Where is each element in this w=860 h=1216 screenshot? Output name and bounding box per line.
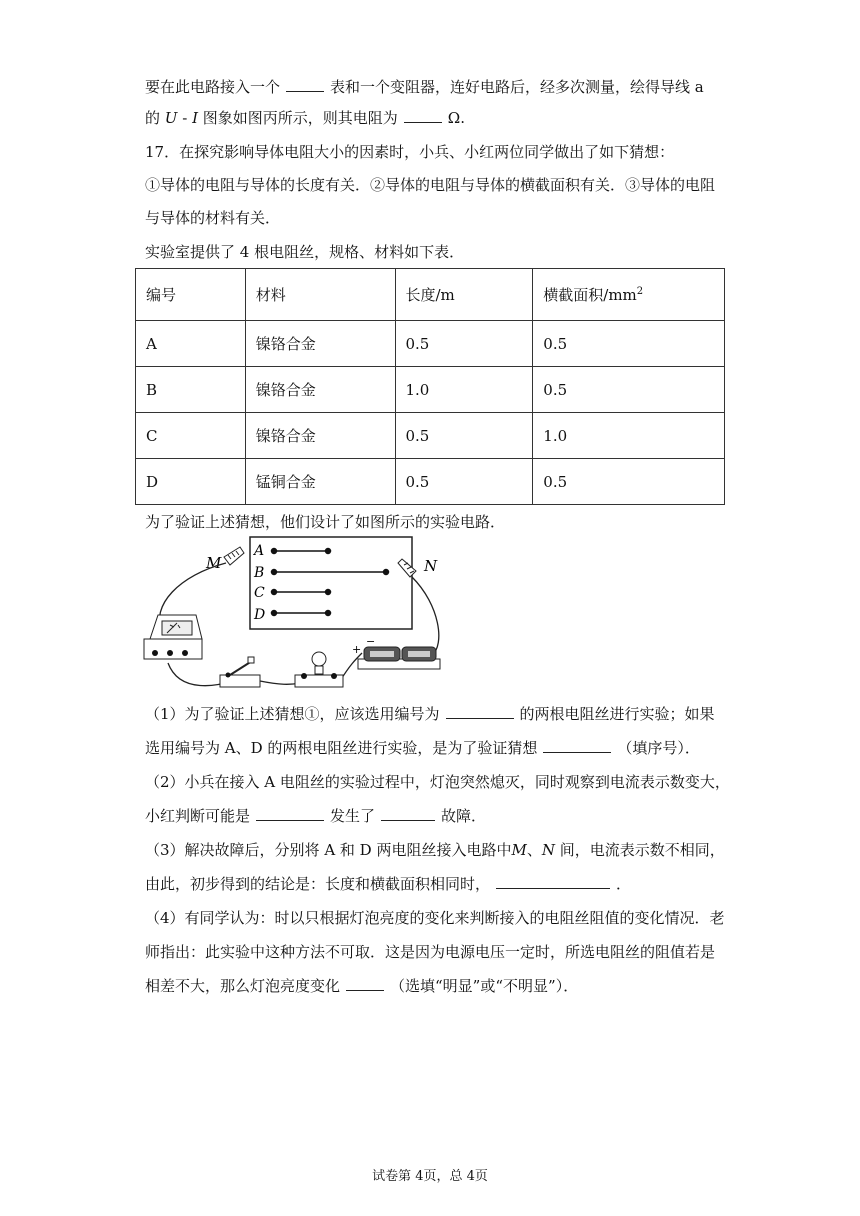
subquestion-4-line-3: 相差不大，那么灯泡亮度变化 （选填“明显”或“不明显”）． <box>145 977 579 995</box>
table-header: 编号 <box>136 269 246 321</box>
table-cell: 镍铬合金 <box>245 367 395 413</box>
guess-line-2: 与导体的材料有关． <box>145 209 281 227</box>
table-row <box>136 321 725 367</box>
table-cell: 0.5 <box>533 321 725 367</box>
table-cell: 0.5 <box>533 367 725 413</box>
battery-minus: − <box>366 635 376 648</box>
subquestion-1-line-1: （1）为了验证上述猜想①，应该选用编号为 的两根电阻丝进行实验；如果 <box>145 705 715 723</box>
resistance-wire-table <box>135 268 725 505</box>
table-cell: 锰铜合金 <box>245 459 395 505</box>
clip-m-label: M <box>206 554 222 572</box>
circuit-diagram <box>140 535 450 695</box>
subquestion-2-line-2: 小红判断可能是 发生了 故障． <box>145 807 487 825</box>
answer-blank <box>346 976 384 991</box>
table-cell: 1.0 <box>533 413 725 459</box>
table-cell: D <box>136 459 246 505</box>
subquestion-2-line-1: （2）小兵在接入 A 电阻丝的实验过程中，灯泡突然熄灭，同时观察到电流表示数变大， <box>145 773 730 791</box>
answer-blank <box>381 806 435 821</box>
table-cell: 0.5 <box>533 459 725 505</box>
subquestion-3-line-2: 由此，初步得到的结论是：长度和横截面积相同时， ． <box>145 875 632 893</box>
answer-blank <box>404 108 442 123</box>
answer-blank <box>286 77 324 92</box>
table-cell: 1.0 <box>395 367 533 413</box>
label-c: C <box>254 585 265 601</box>
lab-intro: 实验室提供了 4 根电阻丝，规格、材料如下表． <box>145 243 465 261</box>
table-cell: 镍铬合金 <box>245 321 395 367</box>
table-row <box>136 459 725 505</box>
answer-blank <box>256 806 324 821</box>
ammeter <box>144 615 202 659</box>
table-cell: A <box>136 321 246 367</box>
answer-blank <box>543 738 611 753</box>
table-cell: 镍铬合金 <box>245 413 395 459</box>
table-row <box>136 413 725 459</box>
guess-line-1: ①导体的电阻与导体的长度有关．②导体的电阻与导体的横截面积有关．③导体的电阻 <box>145 176 716 194</box>
subquestion-1-line-2: 选用编号为 A、D 的两根电阻丝进行实验，是为了验证猜想 （填序号）． <box>145 739 700 757</box>
switch <box>220 657 260 687</box>
table-header: 横截面积$/mm^2$ <box>533 269 725 321</box>
subquestion-3-line-1: （3）解决故障后，分别将 A 和 D 两电阻丝接入电路中M、N 间，电流表示数不相同， <box>145 841 725 859</box>
table-header-row <box>136 269 725 321</box>
label-b: B <box>254 565 265 581</box>
table-cell: B <box>136 367 246 413</box>
label-a: A <box>254 543 265 559</box>
question-17: 17．在探究影响导体电阻大小的因素时，小兵、小红两位同学做出了如下猜想： <box>145 143 675 161</box>
table-cell: C <box>136 413 246 459</box>
answer-blank <box>496 874 610 889</box>
label-d: D <box>254 607 266 623</box>
table-cell: 0.5 <box>395 413 533 459</box>
table-row <box>136 367 725 413</box>
text-line-2: 的 U - I 图象如图丙所示，则其电阻为 Ω. <box>145 109 465 127</box>
table-header: 材料 <box>245 269 395 321</box>
subquestion-4-line-1: （4）有同学认为：时以只根据灯泡亮度的变化来判断接入的电阻丝阻值的变化情况．老 <box>145 909 725 927</box>
clip-n-label: N <box>424 557 438 575</box>
table-cell: 0.5 <box>395 321 533 367</box>
subquestion-4-line-2: 师指出：此实验中这种方法不可取．这是因为电源电压一定时，所选电阻丝的阻值若是 <box>145 943 716 961</box>
battery-plus: + <box>352 643 362 656</box>
text-line-1: 要在此电路接入一个 表和一个变阻器，连好电路后，经多次测量，绘得导线 a <box>145 78 704 96</box>
page-footer: 试卷第 4页，总 4页 <box>372 1169 488 1184</box>
answer-blank <box>446 704 514 719</box>
battery <box>352 635 440 669</box>
bulb <box>295 652 343 687</box>
design-intro: 为了验证上述猜想，他们设计了如图所示的实验电路． <box>145 513 506 531</box>
table-header: 长度/m <box>395 269 533 321</box>
table-cell: 0.5 <box>395 459 533 505</box>
